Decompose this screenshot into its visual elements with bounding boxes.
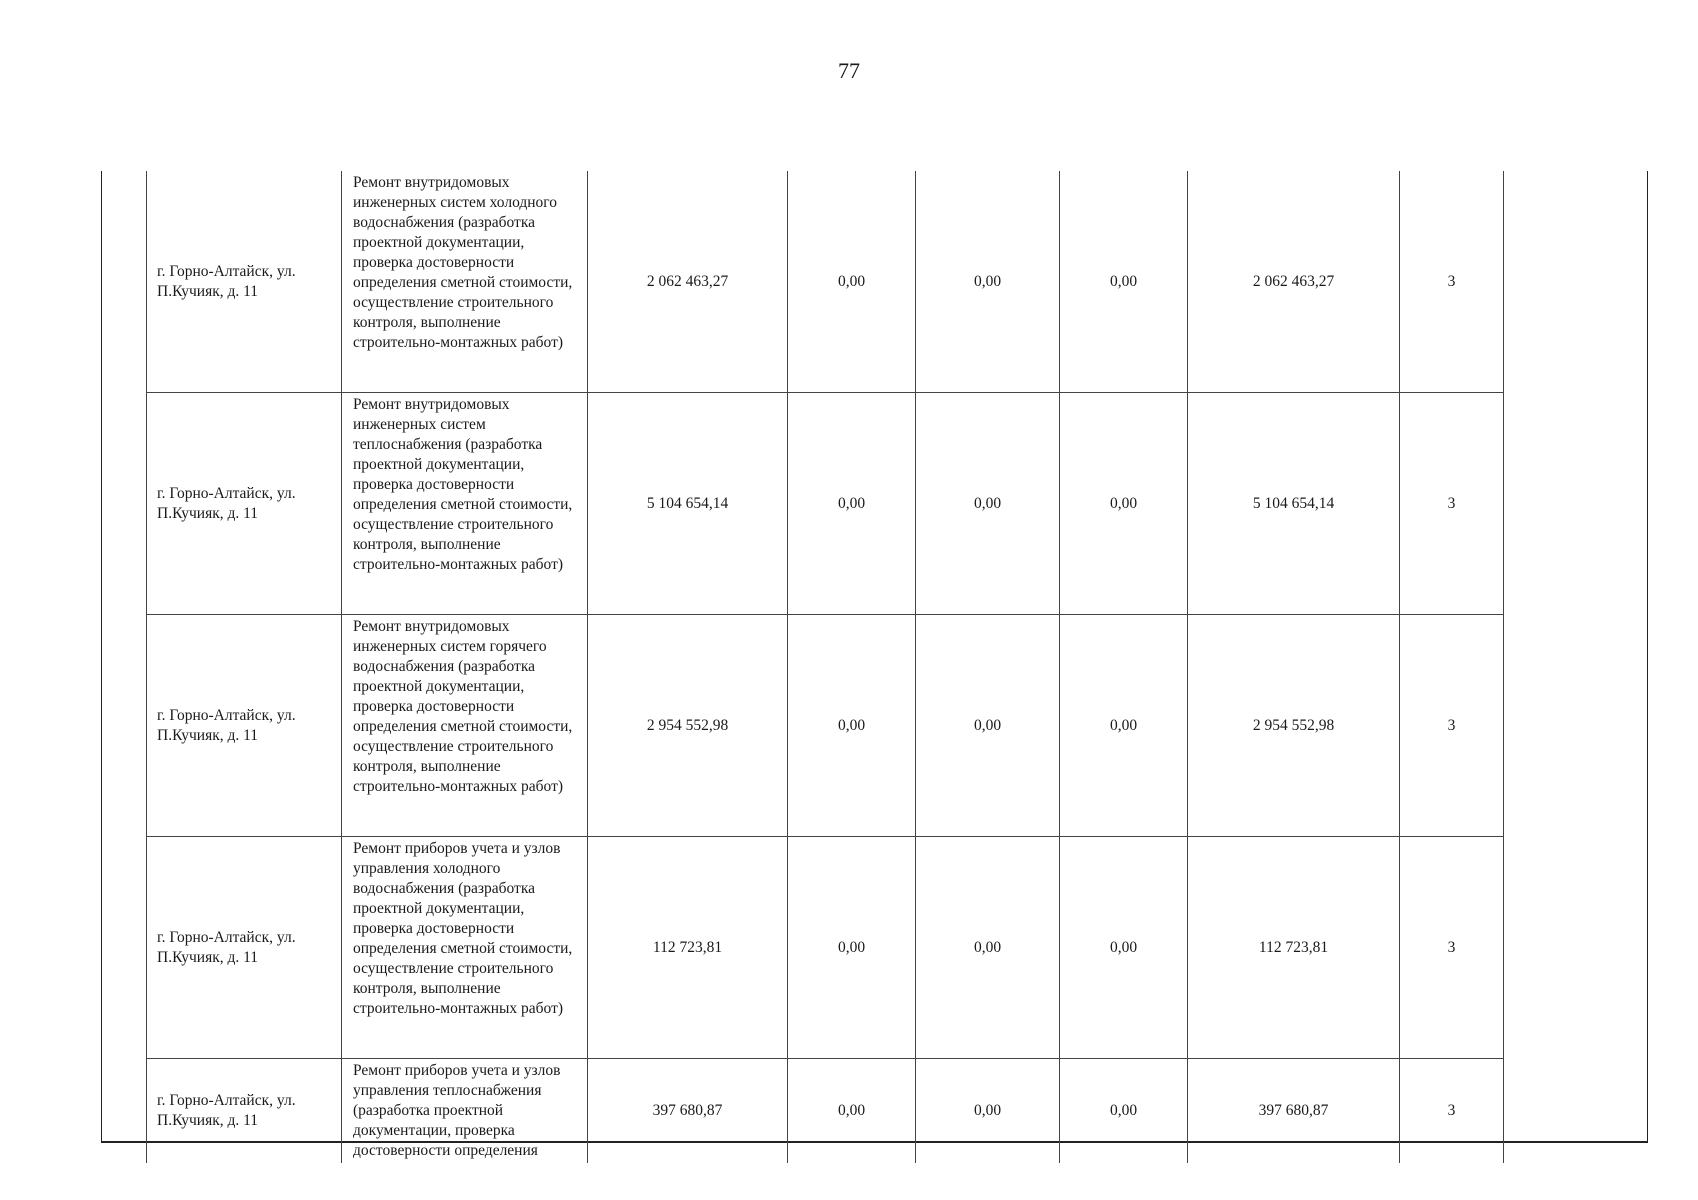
stage-cell: 3 [1400, 393, 1504, 615]
regional-funds-cell: 0,00 [916, 837, 1060, 1059]
local-funds-cell: 0,00 [1060, 393, 1188, 615]
federal-funds-cell: 0,00 [788, 1059, 916, 1164]
address-cell: г. Горно-Алтайск, ул. П.Кучияк, д. 11 [147, 615, 342, 837]
owner-funds-cell: 2 062 463,27 [1188, 171, 1400, 393]
program-table [146, 171, 1504, 1163]
total-cost-cell: 5 104 654,14 [588, 393, 788, 615]
total-cost-cell: 2 954 552,98 [588, 615, 788, 837]
stage-cell: 3 [1400, 1059, 1504, 1164]
work-description-cell: Ремонт приборов учета и узлов управления холодного водоснабжения (разработка проектной документации, проверка достоверности определения сметной стоимости, осуществление строительного контроля, выполнение строительно-монтажных работ) [342, 837, 588, 1059]
owner-funds-cell: 112 723,81 [1188, 837, 1400, 1059]
stage-cell: 3 [1400, 837, 1504, 1059]
regional-funds-cell: 0,00 [916, 615, 1060, 837]
work-description-cell: Ремонт внутридомовых инженерных систем теплоснабжения (разработка проектной документации, проверка достоверности определения сметной стоимости, осуществление строительного контроля, выполнение строительно-монтажных работ) [342, 393, 588, 615]
address-cell: г. Горно-Алтайск, ул. П.Кучияк, д. 11 [147, 171, 342, 393]
stage-cell: 3 [1400, 171, 1504, 393]
local-funds-cell: 0,00 [1060, 171, 1188, 393]
work-description-cell: Ремонт внутридомовых инженерных систем горячего водоснабжения (разработка проектной документации, проверка достоверности определения сметной стоимости, осуществление строительного контроля, выполнение строительно-монтажных работ) [342, 615, 588, 837]
local-funds-cell: 0,00 [1060, 837, 1188, 1059]
federal-funds-cell: 0,00 [788, 615, 916, 837]
stage-cell: 3 [1400, 615, 1504, 837]
owner-funds-cell: 2 954 552,98 [1188, 615, 1400, 837]
address-cell: г. Горно-Алтайск, ул. П.Кучияк, д. 11 [147, 1059, 342, 1164]
program-table-frame [101, 171, 1648, 1159]
table-row [147, 171, 1504, 393]
table-row [147, 837, 1504, 1059]
local-funds-cell: 0,00 [1060, 1059, 1188, 1164]
table-row [147, 1059, 1504, 1164]
table-row [147, 393, 1504, 615]
total-cost-cell: 397 680,87 [588, 1059, 788, 1164]
page-number: 77 [838, 58, 860, 83]
regional-funds-cell: 0,00 [916, 171, 1060, 393]
right-blank-column [1503, 171, 1648, 1141]
regional-funds-cell: 0,00 [916, 393, 1060, 615]
local-funds-cell: 0,00 [1060, 615, 1188, 837]
total-cost-cell: 112 723,81 [588, 837, 788, 1059]
federal-funds-cell: 0,00 [788, 837, 916, 1059]
address-cell: г. Горно-Алтайск, ул. П.Кучияк, д. 11 [147, 837, 342, 1059]
work-description-cell: Ремонт приборов учета и узлов управления теплоснабжения (разработка проектной документации, проверка достоверности определения [342, 1059, 588, 1164]
total-cost-cell: 2 062 463,27 [588, 171, 788, 393]
address-cell: г. Горно-Алтайск, ул. П.Кучияк, д. 11 [147, 393, 342, 615]
work-description-cell: Ремонт внутридомовых инженерных систем холодного водоснабжения (разработка проектной документации, проверка достоверности определения сметной стоимости, осуществление строительного контроля, выполнение строительно-монтажных работ) [342, 171, 588, 393]
owner-funds-cell: 397 680,87 [1188, 1059, 1400, 1164]
owner-funds-cell: 5 104 654,14 [1188, 393, 1400, 615]
federal-funds-cell: 0,00 [788, 393, 916, 615]
federal-funds-cell: 0,00 [788, 171, 916, 393]
table-row [147, 615, 1504, 837]
regional-funds-cell: 0,00 [916, 1059, 1060, 1164]
